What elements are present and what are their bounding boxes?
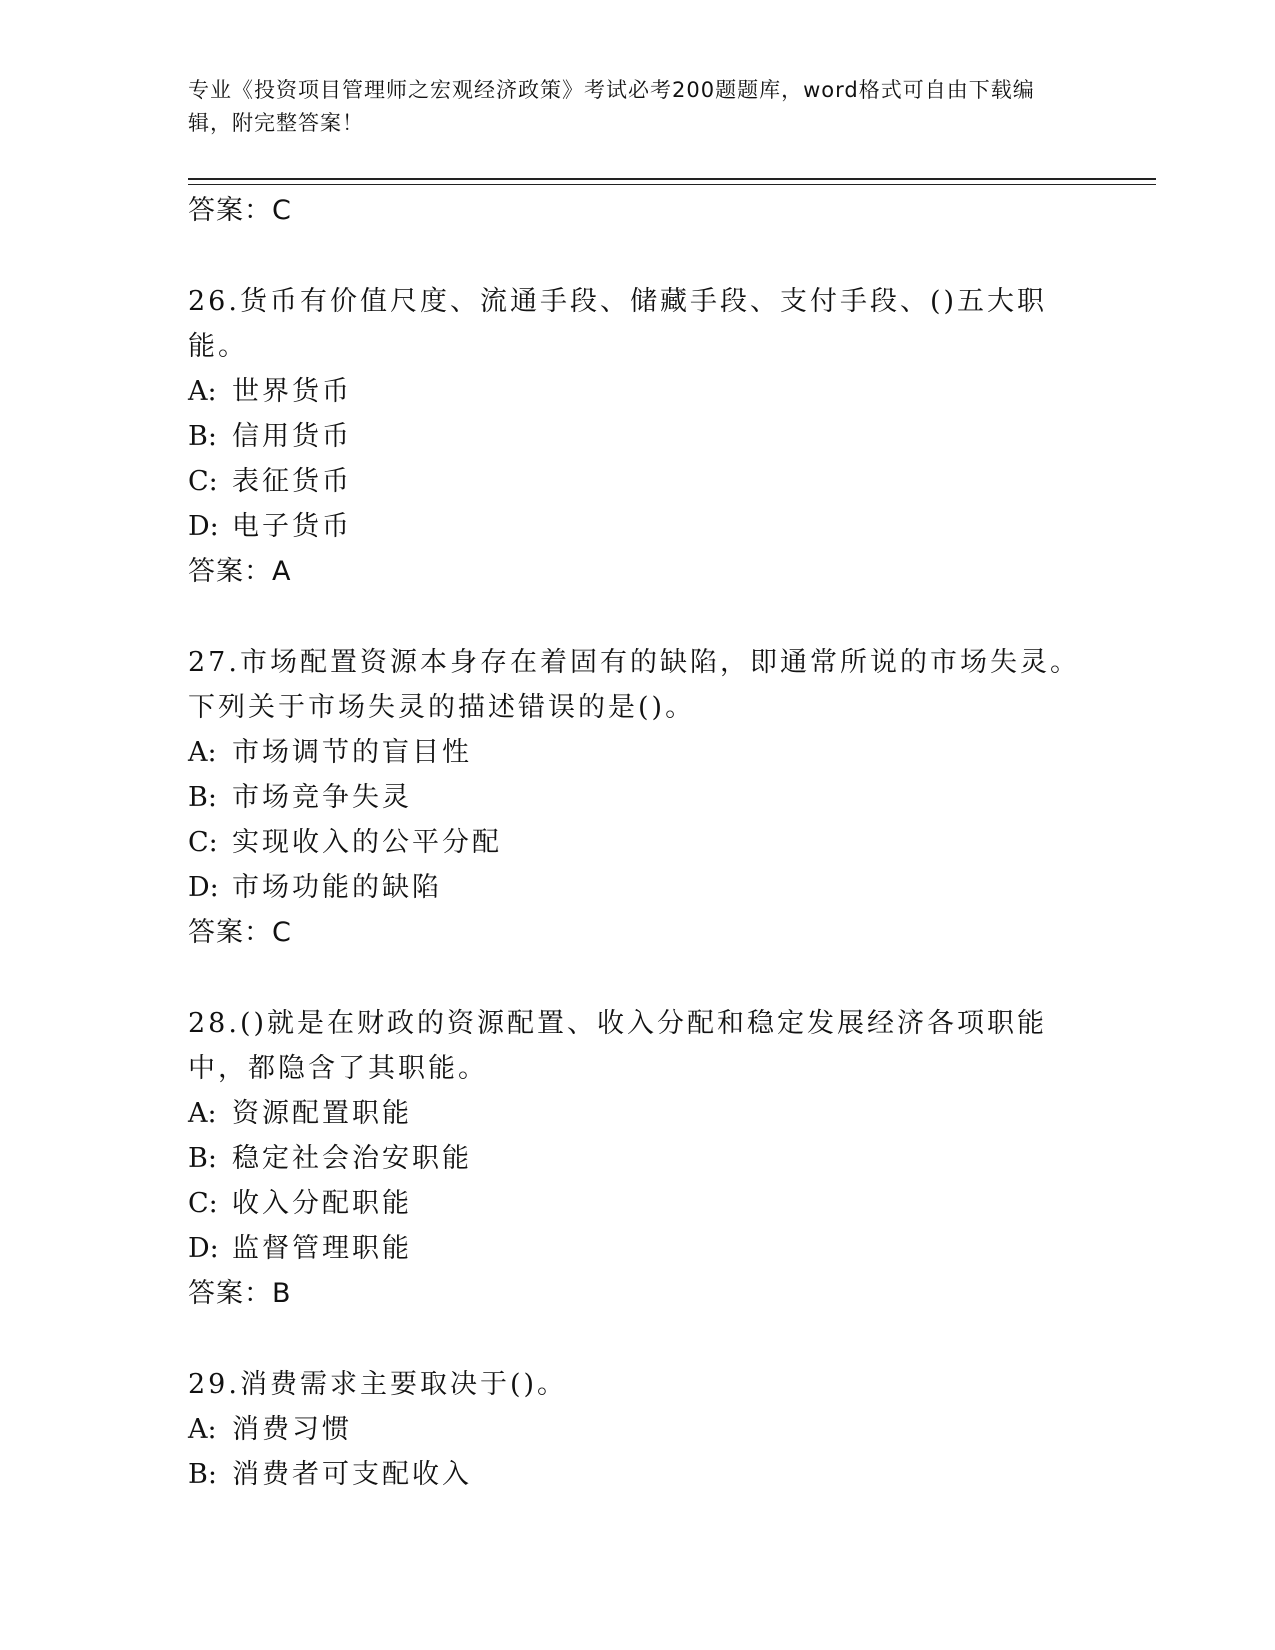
header-rule-thick <box>188 178 1156 180</box>
option-letter: B: <box>188 1459 217 1490</box>
option-letter: C: <box>188 1188 218 1219</box>
option-text: 稳定社会治安职能 <box>232 1143 472 1174</box>
option-text: 市场功能的缺陷 <box>232 872 442 903</box>
option-d <box>188 1226 1088 1271</box>
option-letter: A: <box>188 376 217 407</box>
option-letter: C: <box>188 827 218 858</box>
option-c <box>188 1181 1088 1226</box>
spacer <box>188 234 1088 279</box>
spacer <box>188 1317 1088 1362</box>
option-text: 市场调节的盲目性 <box>232 737 472 768</box>
answer-line: 答案：C <box>188 917 292 948</box>
question-list <box>188 188 1088 1497</box>
option-c <box>188 820 1088 865</box>
option-a <box>188 730 1088 775</box>
option-a <box>188 1091 1088 1136</box>
header-rule-thin <box>188 184 1156 185</box>
option-text: 电子货币 <box>232 511 352 542</box>
option-text: 收入分配职能 <box>232 1188 412 1219</box>
option-letter: D: <box>188 872 219 903</box>
question-block <box>188 279 1088 595</box>
answer-line: 答案：B <box>188 1278 292 1309</box>
question-text: 28.()就是在财政的资源配置、收入分配和稳定发展经济各项职能中，都隐含了其职能。 <box>188 1008 1048 1084</box>
option-b <box>188 775 1088 820</box>
option-text: 消费者可支配收入 <box>232 1459 472 1490</box>
option-letter: A: <box>188 1414 217 1445</box>
option-b <box>188 1452 1088 1497</box>
option-letter: B: <box>188 421 217 452</box>
document-header: 专业《投资项目管理师之宏观经济政策》考试必考200题题库，word格式可自由下载编辑，附完整答案！ <box>188 78 1035 135</box>
spacer <box>188 595 1088 640</box>
option-letter: A: <box>188 1098 217 1129</box>
option-text: 信用货币 <box>232 421 352 452</box>
option-text: 市场竞争失灵 <box>232 782 412 813</box>
option-text: 消费习惯 <box>232 1414 352 1445</box>
question-block <box>188 640 1088 956</box>
option-letter: C: <box>188 466 218 497</box>
option-text: 表征货币 <box>232 466 352 497</box>
spacer <box>188 956 1088 1001</box>
answer-line: 答案：A <box>188 556 292 587</box>
option-b <box>188 1136 1088 1181</box>
question-text: 26.货币有价值尺度、流通手段、储藏手段、支付手段、()五大职能。 <box>188 286 1048 362</box>
option-text: 实现收入的公平分配 <box>232 827 502 858</box>
option-letter: D: <box>188 1233 219 1264</box>
option-b <box>188 414 1088 459</box>
option-text: 世界货币 <box>232 376 352 407</box>
option-text: 资源配置职能 <box>232 1098 412 1129</box>
option-letter: D: <box>188 511 219 542</box>
previous-answer: 答案：C <box>188 195 292 226</box>
option-d <box>188 504 1088 549</box>
question-text: 29.消费需求主要取决于()。 <box>188 1369 568 1400</box>
option-letter: B: <box>188 782 217 813</box>
option-a <box>188 369 1088 414</box>
option-c <box>188 459 1088 504</box>
option-d <box>188 865 1088 910</box>
option-text: 监督管理职能 <box>232 1233 412 1264</box>
option-letter: A: <box>188 737 217 768</box>
question-block <box>188 1001 1088 1317</box>
option-letter: B: <box>188 1143 217 1174</box>
question-block <box>188 1362 1088 1497</box>
option-a <box>188 1407 1088 1452</box>
question-text: 27.市场配置资源本身存在着固有的缺陷，即通常所说的市场失灵。下列关于市场失灵的描述错误的是()。 <box>188 647 1080 723</box>
